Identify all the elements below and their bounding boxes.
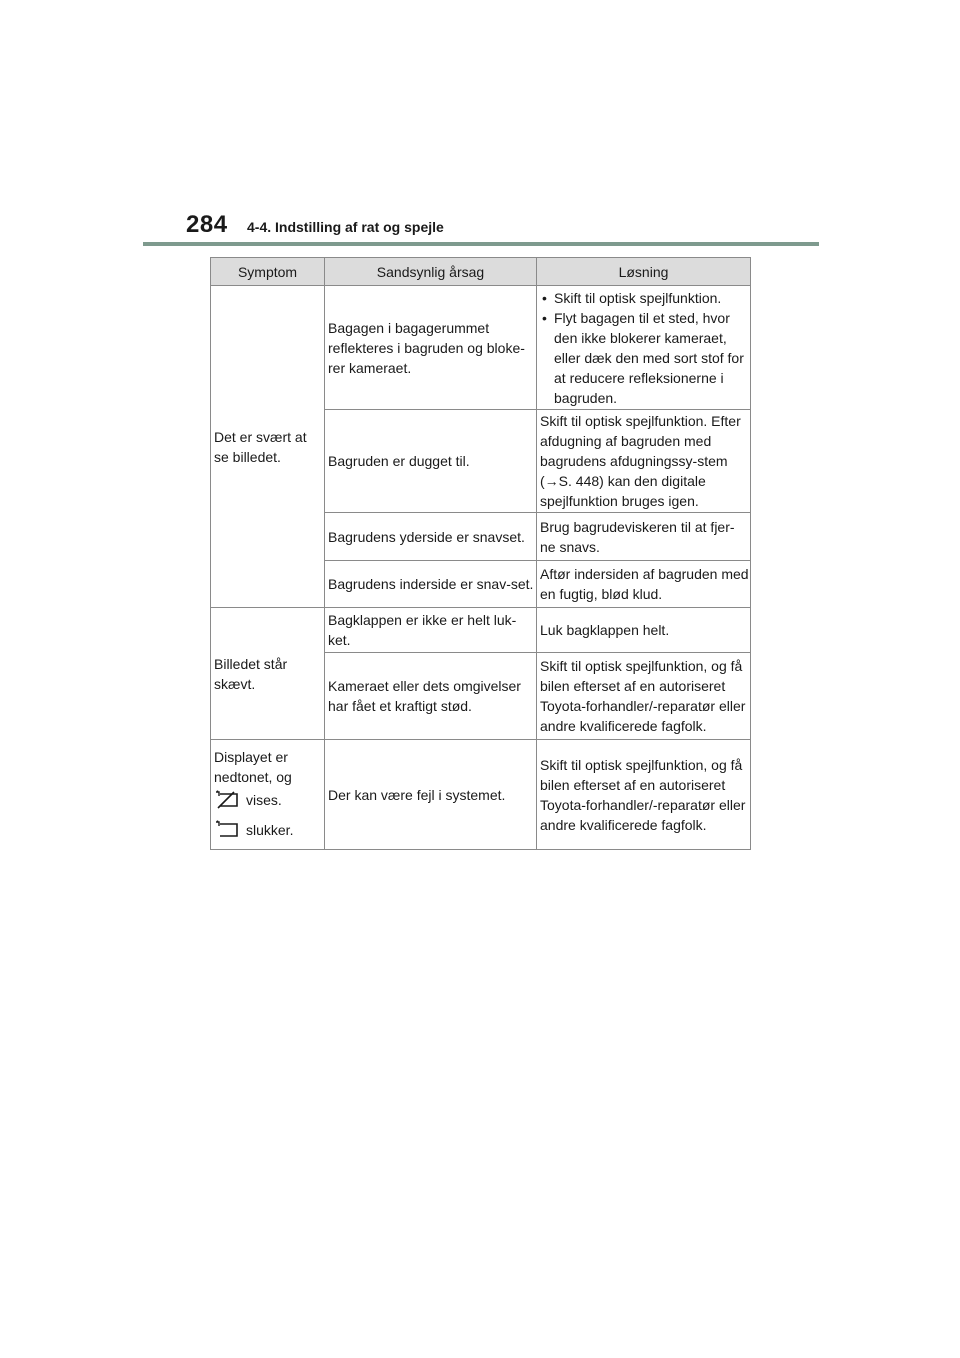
symptom-cell: Det er svært at se billedet.: [211, 286, 325, 608]
solution-bullet-list: [540, 288, 750, 408]
solution-cell: Skift til optisk spejlfunktion, og få bilen efterset af en autoriseret Toyota-forhandler/-reparatør eller andre kvalificerede fagfolk.: [537, 740, 751, 850]
symptom-icon-line: [214, 817, 324, 843]
symptom-text: Displayet er nedtonet, og: [214, 748, 292, 785]
solution-cell: [537, 286, 751, 410]
table-header-row: [211, 258, 751, 286]
column-header-symptom: Symptom: [211, 258, 325, 286]
symptom-cell: [211, 740, 325, 850]
troubleshooting-table: [210, 257, 751, 850]
solution-cell: Brug bagrudeviskeren til at fjer-ne snavs.: [537, 513, 751, 561]
cause-cell: Bagrudens yderside er snavset.: [325, 513, 537, 561]
column-header-solution: Løsning: [537, 258, 751, 286]
column-header-cause: Sandsynlig årsag: [325, 258, 537, 286]
symptom-icon-label: vises.: [246, 791, 282, 808]
table-row: [211, 286, 751, 410]
cause-cell: Bagagen i bagagerummet reflekteres i bagruden og bloke-rer kameraet.: [325, 286, 537, 410]
solution-cell: Aftør indersiden af bagruden med en fugtig, blød klud.: [537, 561, 751, 608]
table-row: [211, 740, 751, 850]
cause-cell: Bagklappen er ikke er helt luk-ket.: [325, 608, 537, 653]
page-number: 284: [186, 211, 228, 238]
solution-bullet: • Skift til optisk spejlfunktion.: [540, 288, 750, 308]
table-row: [211, 608, 751, 653]
solution-cell: Skift til optisk spejlfunktion, og få bilen efterset af en autoriseret Toyota-forhandler/-reparatør eller andre kvalificerede fagfolk.: [537, 653, 751, 740]
cause-cell: Der kan være fejl i systemet.: [325, 740, 537, 850]
symptom-icon-label: slukker.: [246, 821, 294, 838]
symptom-cell: Billedet står skævt.: [211, 608, 325, 740]
cause-cell: Bagruden er dugget til.: [325, 410, 537, 513]
symptom-icon-line: [214, 787, 324, 813]
cause-cell: Kameraet eller dets omgivelser har fået et kraftigt stød.: [325, 653, 537, 740]
solution-bullet: • Flyt bagagen til et sted, hvor den ikke blokerer kameraet, eller dæk den med sort stof for at reducere refleksionerne i bagruden.: [540, 308, 750, 408]
solution-cell: Skift til optisk spejlfunktion. Efter afdugning af bagruden med bagrudens afdugningssy-stem (→S. 448) kan den digitale spejlfunktion bruges igen.: [537, 410, 751, 513]
header-divider: [143, 242, 819, 246]
section-title: 4-4. Indstilling af rat og spejle: [247, 219, 444, 235]
mirror-warning-icon: [214, 790, 240, 810]
solution-cell: Luk bagklappen helt.: [537, 608, 751, 653]
cause-cell: Bagrudens inderside er snav-set.: [325, 561, 537, 608]
mirror-icon: [214, 820, 240, 840]
